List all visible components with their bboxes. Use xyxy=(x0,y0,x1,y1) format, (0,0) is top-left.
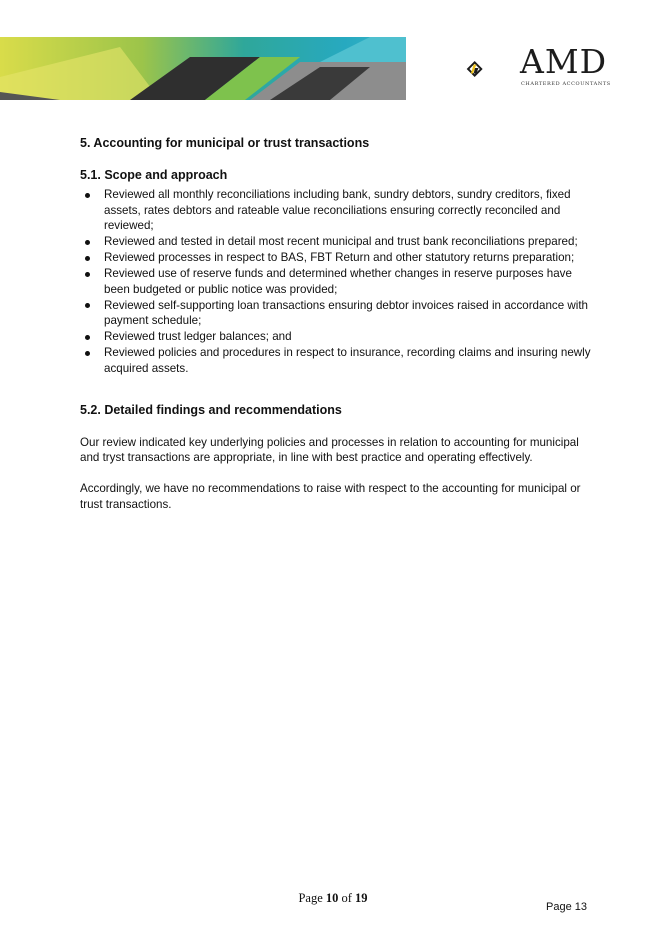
findings-paragraph: Our review indicated key underlying policies and processes in relation to accounting for municipal and tryst transactions are appropriate, in line with best practice and operating effectively. xyxy=(80,435,579,464)
logo-wordmark: AMD xyxy=(520,42,608,81)
amd-logo-mark xyxy=(466,44,518,94)
bullet-icon xyxy=(85,256,90,261)
bullet-icon xyxy=(85,335,90,340)
document-body xyxy=(80,136,600,528)
section-heading: 5. Accounting for municipal or trust transactions xyxy=(80,136,370,150)
total-pages: 19 xyxy=(355,891,368,905)
list-item: Reviewed and tested in detail most recent municipal and trust bank reconciliations prepared; xyxy=(80,234,600,250)
findings-section xyxy=(80,403,600,512)
scope-list xyxy=(80,187,600,376)
page-label: Page 13 xyxy=(546,901,587,913)
list-item: Reviewed trust ledger balances; and xyxy=(80,329,600,345)
page-counter: Page 10 of 19 xyxy=(298,891,368,905)
recommendations-paragraph: Accordingly, we have no recommendations to raise with respect to the accounting for municipal or trust transactions. xyxy=(80,482,581,511)
bullet-icon xyxy=(85,240,90,245)
list-item: Reviewed self-supporting loan transactions ensuring debtor invoices raised in accordance with payment schedule; xyxy=(80,298,600,329)
subsection-heading-scope: 5.1. Scope and approach xyxy=(80,167,228,182)
bullet-icon xyxy=(85,193,90,198)
subsection-heading-findings: 5.2. Detailed findings and recommendations xyxy=(80,403,342,417)
list-item: Reviewed all monthly reconciliations including bank, sundry debtors, sundry creditors, fixed assets, rates debtors and rateable value reconciliations ensuring correctly reconciled and reviewed; xyxy=(80,187,600,234)
bullet-icon xyxy=(85,351,90,356)
list-item: Reviewed policies and procedures in respect to insurance, recording claims and insuring newly acquired assets. xyxy=(80,345,600,376)
header-banner xyxy=(0,37,406,100)
bullet-icon xyxy=(85,272,90,277)
logo-tagline: CHARTERED ACCOUNTANTS xyxy=(521,81,611,87)
bullet-icon xyxy=(85,303,90,308)
current-page: 10 xyxy=(325,891,339,905)
list-item: Reviewed use of reserve funds and determined whether changes in reserve purposes have been budgeted or public notice was provided; xyxy=(80,266,600,297)
list-item: Reviewed processes in respect to BAS, FBT Return and other statutory returns preparation; xyxy=(80,250,600,266)
